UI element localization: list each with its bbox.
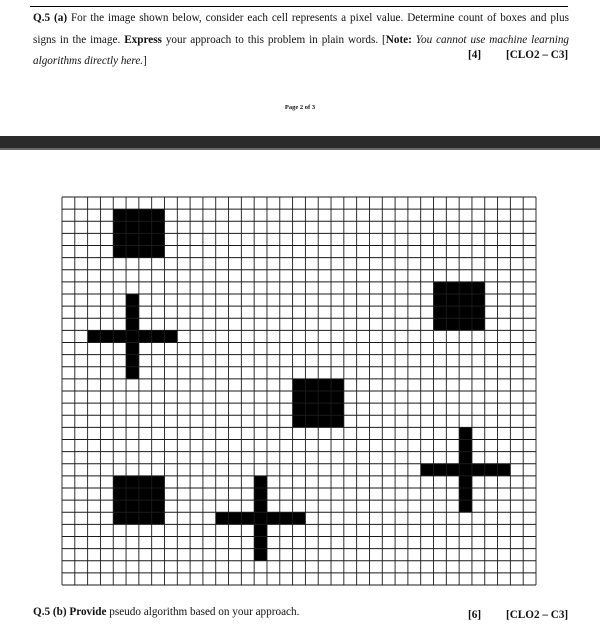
question-5a-express: Express bbox=[124, 33, 162, 46]
question-5b-text: pseudo algorithm based on your approach. bbox=[109, 606, 300, 618]
question-5a-number: Q.5 (a) bbox=[33, 12, 68, 24]
plus-sign-3-vertical bbox=[254, 476, 267, 561]
question-5b-provide: Provide bbox=[69, 606, 107, 618]
note-label: Note: bbox=[385, 33, 412, 46]
question-5b bbox=[33, 606, 569, 618]
question-5b-number: Q.5 (b) bbox=[33, 606, 67, 618]
plus-sign-2-vertical bbox=[459, 427, 472, 512]
note-text: You cannot use machine learning algorithms directly here. bbox=[33, 33, 570, 67]
question-5a-marks: [4] bbox=[468, 49, 482, 61]
plus-sign-1-vertical bbox=[126, 294, 139, 379]
page-footer: Page 2 of 3 bbox=[284, 104, 316, 111]
question-5b-marks: [6] bbox=[468, 609, 482, 621]
question-5a-text-3: ] bbox=[143, 55, 147, 67]
question-5a-clo: [CLO2 – C3] bbox=[506, 49, 569, 61]
question-5a-text-1: For the image shown below, consider each cell represents a pixel value. Determine count of boxes and plus signs in the image. bbox=[33, 12, 569, 46]
question-5a-text-2: your approach to this problem in plain words. [ bbox=[165, 33, 386, 46]
question-5b-clo: [CLO2 – C3] bbox=[506, 609, 569, 621]
